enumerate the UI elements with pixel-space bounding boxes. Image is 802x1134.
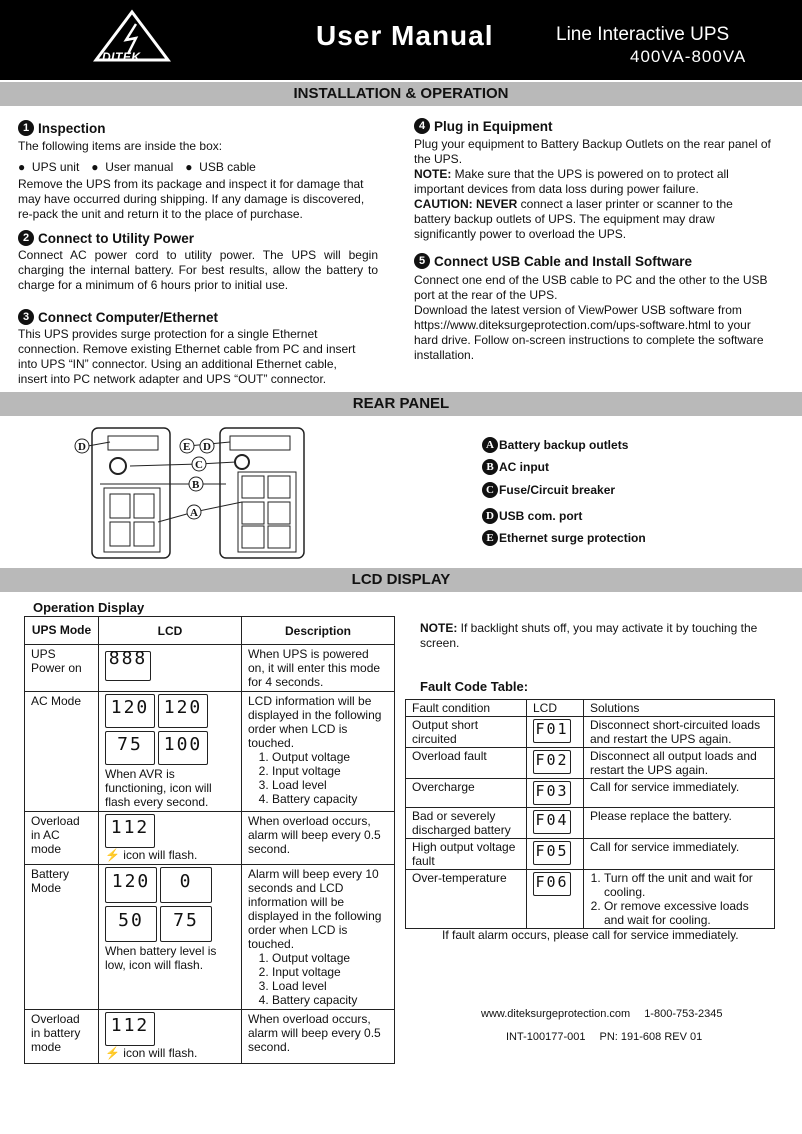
lcd-screen: 50: [105, 906, 157, 942]
page-title: User Manual: [316, 20, 494, 51]
table-row: [406, 717, 775, 748]
table-row: [25, 812, 395, 865]
lcd-screen: 888: [105, 651, 151, 681]
fault-condition: Over-temperature: [406, 870, 527, 929]
utility-power-body: Connect AC power cord to utility power. The UPS will begin charging the internal battery. For best results, allow the battery to charge for a minimum of 6 hours prior to initial use.: [18, 248, 378, 292]
port-block: [108, 436, 158, 450]
usb-software-heading: [414, 253, 776, 269]
table-header-row: [406, 700, 775, 717]
column-header: LCD: [527, 700, 584, 717]
column-header: Solutions: [584, 700, 775, 717]
lcd-note: ⚡ icon will flash.: [105, 848, 198, 862]
svg-text:A: A: [190, 507, 198, 519]
rear-panel-diagram: [70, 422, 320, 562]
fault-lcd: F03: [527, 779, 584, 808]
usb-software-title: Connect USB Cable and Install Software: [434, 253, 693, 269]
section-computer-ethernet: [18, 309, 363, 387]
mode-cell: Overload in AC mode: [25, 812, 99, 865]
description-cell: When overload occurs, alarm will beep every 0.5 second.: [242, 1010, 395, 1064]
column-header: UPS Mode: [25, 617, 99, 645]
computer-ethernet-title: Connect Computer/Ethernet: [38, 309, 219, 325]
phone-number: 1-800-753-2345: [644, 1008, 723, 1020]
table-row: [406, 779, 775, 808]
lcd-screen: 112: [105, 1012, 155, 1046]
fault-condition: Overcharge: [406, 779, 527, 808]
fault-solution: Disconnect all output loads and restart the UPS again.: [584, 748, 775, 779]
inspection-body: Remove the UPS from its package and inspect it for damage that may have occurred during shipping. If any damage is discovered, re-pack the unit and return it to the place of purchase.: [18, 177, 365, 221]
installation-band: INSTALLATION & OPERATION: [0, 82, 802, 106]
mode-cell: Battery Mode: [25, 865, 99, 1010]
description-cell: When UPS is powered on, it will enter this mode for 4 seconds.: [242, 645, 395, 692]
lcd-screen: 75: [160, 906, 212, 942]
inspection-heading: [18, 120, 378, 136]
website-link[interactable]: www.diteksurgeprotection.com: [481, 1008, 631, 1020]
fault-lcd: F05: [527, 839, 584, 870]
table-row: [406, 870, 775, 929]
backlight-note: NOTE: If backlight shuts off, you may activate it by touching the screen.: [420, 621, 758, 650]
lcd-screen: 120: [158, 694, 208, 728]
lcd-screen: 75: [105, 731, 155, 765]
step-number-badge: 3: [18, 309, 34, 325]
contact-line: [481, 1008, 722, 1020]
fault-solution: Please replace the battery.: [584, 808, 775, 839]
model-range: 400VA-800VA: [630, 47, 747, 66]
utility-power-title: Connect to Utility Power: [38, 230, 195, 246]
mode-cell: Overload in battery mode: [25, 1010, 99, 1064]
column-header: Description: [242, 617, 395, 645]
fault-lcd: F06: [527, 870, 584, 929]
plug-equipment-body: Plug your equipment to Battery Backup Outlets on the rear panel of the UPS.: [414, 137, 771, 166]
table-row: [25, 865, 395, 1010]
fault-solution: Disconnect short-circuited loads and restart the UPS again.: [584, 717, 775, 748]
lcd-screen: 100: [158, 731, 208, 765]
section-plug-equipment: [414, 118, 780, 242]
info-order-list: 1. Output voltage 2. Input voltage 3. Load level 4. Battery capacity: [248, 750, 388, 806]
lcd-note: ⚡ icon will flash.: [105, 1046, 198, 1060]
table-row: [25, 692, 395, 812]
rear-panel-legend: [482, 434, 646, 549]
box-item: ● USB cable: [185, 160, 256, 174]
inspection-title: Inspection: [38, 120, 106, 136]
svg-text:C: C: [195, 459, 203, 471]
overload-icon: ⚡: [105, 848, 120, 862]
lcd-cell: [99, 645, 242, 692]
table-row: [25, 645, 395, 692]
doc-id: INT-100177-001: [506, 1031, 586, 1043]
outlet-panel: [104, 488, 160, 552]
column-header: Fault condition: [406, 700, 527, 717]
lcd-cell: [99, 865, 242, 1010]
legend-item-a: A Battery backup outlets: [482, 434, 646, 456]
fuse-icon: [110, 458, 126, 474]
lcd-note: When AVR is functioning, icon will flash every second.: [105, 767, 212, 809]
fault-code-title: Fault Code Table:: [420, 679, 529, 694]
table-row: [406, 839, 775, 870]
svg-text:D: D: [203, 441, 211, 453]
rear-panel-band: REAR PANEL: [0, 392, 802, 416]
product-line: Line Interactive UPS: [556, 24, 730, 45]
plug-equipment-heading: [414, 118, 780, 134]
overload-icon: ⚡: [105, 1046, 120, 1060]
lcd-screen: 120: [105, 867, 157, 903]
lcd-note: When battery level is low, icon will flash.: [105, 944, 217, 972]
inspection-items: [18, 160, 378, 175]
legend-item-d: D USB com. port: [482, 504, 646, 527]
table-row: [25, 1010, 395, 1064]
box-item: ● User manual: [91, 160, 174, 174]
lcd-cell: [99, 812, 242, 865]
section-usb-software: [414, 253, 776, 363]
fault-condition: Bad or severely discharged battery: [406, 808, 527, 839]
brand-logo-text: DITEK: [102, 50, 141, 64]
svg-text:E: E: [183, 441, 191, 453]
legend-item-b: B AC input: [482, 456, 646, 478]
plug-equipment-note: NOTE: Make sure that the UPS is powered on to protect all important devices from data loss during power failure.: [414, 167, 729, 196]
section-utility-power: [18, 230, 378, 293]
fault-code-table: [405, 699, 775, 929]
table-row: [406, 748, 775, 779]
operation-display-table: [24, 616, 395, 1064]
fault-condition: High output voltage fault: [406, 839, 527, 870]
inspection-intro: The following items are inside the box:: [18, 139, 223, 153]
svg-text:B: B: [192, 479, 200, 491]
svg-text:D: D: [78, 441, 86, 453]
doc-id-line: [506, 1031, 702, 1043]
plug-equipment-caution: CAUTION: NEVER connect a laser printer or scanner to the battery backup outlets of UPS. The equipment may draw significantly power to overload the UPS.: [414, 197, 733, 241]
mode-cell: UPS Power on: [25, 645, 99, 692]
fault-lcd: F02: [527, 748, 584, 779]
table-header-row: [25, 617, 395, 645]
fault-solution: Call for service immediately.: [584, 779, 775, 808]
box-item: ● UPS unit: [18, 160, 80, 174]
operation-display-title: Operation Display: [33, 600, 145, 615]
step-number-badge: 4: [414, 118, 430, 134]
lcd-cell: [99, 1010, 242, 1064]
fault-lcd: F01: [527, 717, 584, 748]
table-row: [406, 808, 775, 839]
description-cell: Alarm will beep every 10 seconds and LCD information will be displayed in the following order when LCD is touched. 1. Output voltage 2. Input voltage 3. Load level 4. Battery capacity: [242, 865, 395, 1010]
step-number-badge: 1: [18, 120, 34, 136]
header-bar: [0, 0, 802, 80]
fault-solution: Call for service immediately.: [584, 839, 775, 870]
plug-equipment-title: Plug in Equipment: [434, 118, 553, 134]
usb-software-body-2: Download the latest version of ViewPower USB software from https://www.diteksurgeprotection.com/ups-software.html to your hard drive. Follow on-screen instructions to complete the software installation.: [414, 303, 764, 362]
description-cell: LCD information will be displayed in the following order when LCD is touched. 1. Output voltage 2. Input voltage 3. Load level 4. Battery capacity: [242, 692, 395, 812]
step-number-badge: 2: [18, 230, 34, 246]
fault-solution: 1. Turn off the unit and wait for cooling. 2. Or remove excessive loads and wait for cooling.: [584, 870, 775, 929]
lcd-display-band: LCD DISPLAY: [0, 568, 802, 592]
part-number: PN: 191-608 REV 01: [599, 1031, 703, 1043]
info-order-list: 1. Output voltage 2. Input voltage 3. Load level 4. Battery capacity: [248, 951, 388, 1007]
ups-rear-large: [220, 428, 304, 558]
fault-lcd: F04: [527, 808, 584, 839]
column-header: LCD: [99, 617, 242, 645]
legend-item-e: E Ethernet surge protection: [482, 527, 646, 549]
usb-software-body-1: Connect one end of the USB cable to PC and the other to the USB port at the rear of the UPS.: [414, 273, 768, 302]
legend-item-c: C Fuse/Circuit breaker: [482, 478, 646, 502]
description-cell: When overload occurs, alarm will beep every 0.5 second.: [242, 812, 395, 865]
mode-cell: AC Mode: [25, 692, 99, 812]
fault-footer-note: If fault alarm occurs, please call for service immediately.: [442, 928, 739, 942]
fault-condition: Output short circuited: [406, 717, 527, 748]
lcd-cell: [99, 692, 242, 812]
computer-ethernet-body: This UPS provides surge protection for a single Ethernet connection. Remove existing Ethernet cable from PC and insert into UPS “IN” connector. Using an additional Ethernet cable, insert into PC network adapter and UPS “OUT” connector.: [18, 327, 356, 386]
lcd-screen: 112: [105, 814, 155, 848]
computer-ethernet-heading: [18, 309, 363, 325]
utility-power-heading: [18, 230, 378, 246]
lcd-screen: 120: [105, 694, 155, 728]
lcd-screen: 0: [160, 867, 212, 903]
step-number-badge: 5: [414, 253, 430, 269]
section-inspection: [18, 120, 378, 222]
fault-condition: Overload fault: [406, 748, 527, 779]
